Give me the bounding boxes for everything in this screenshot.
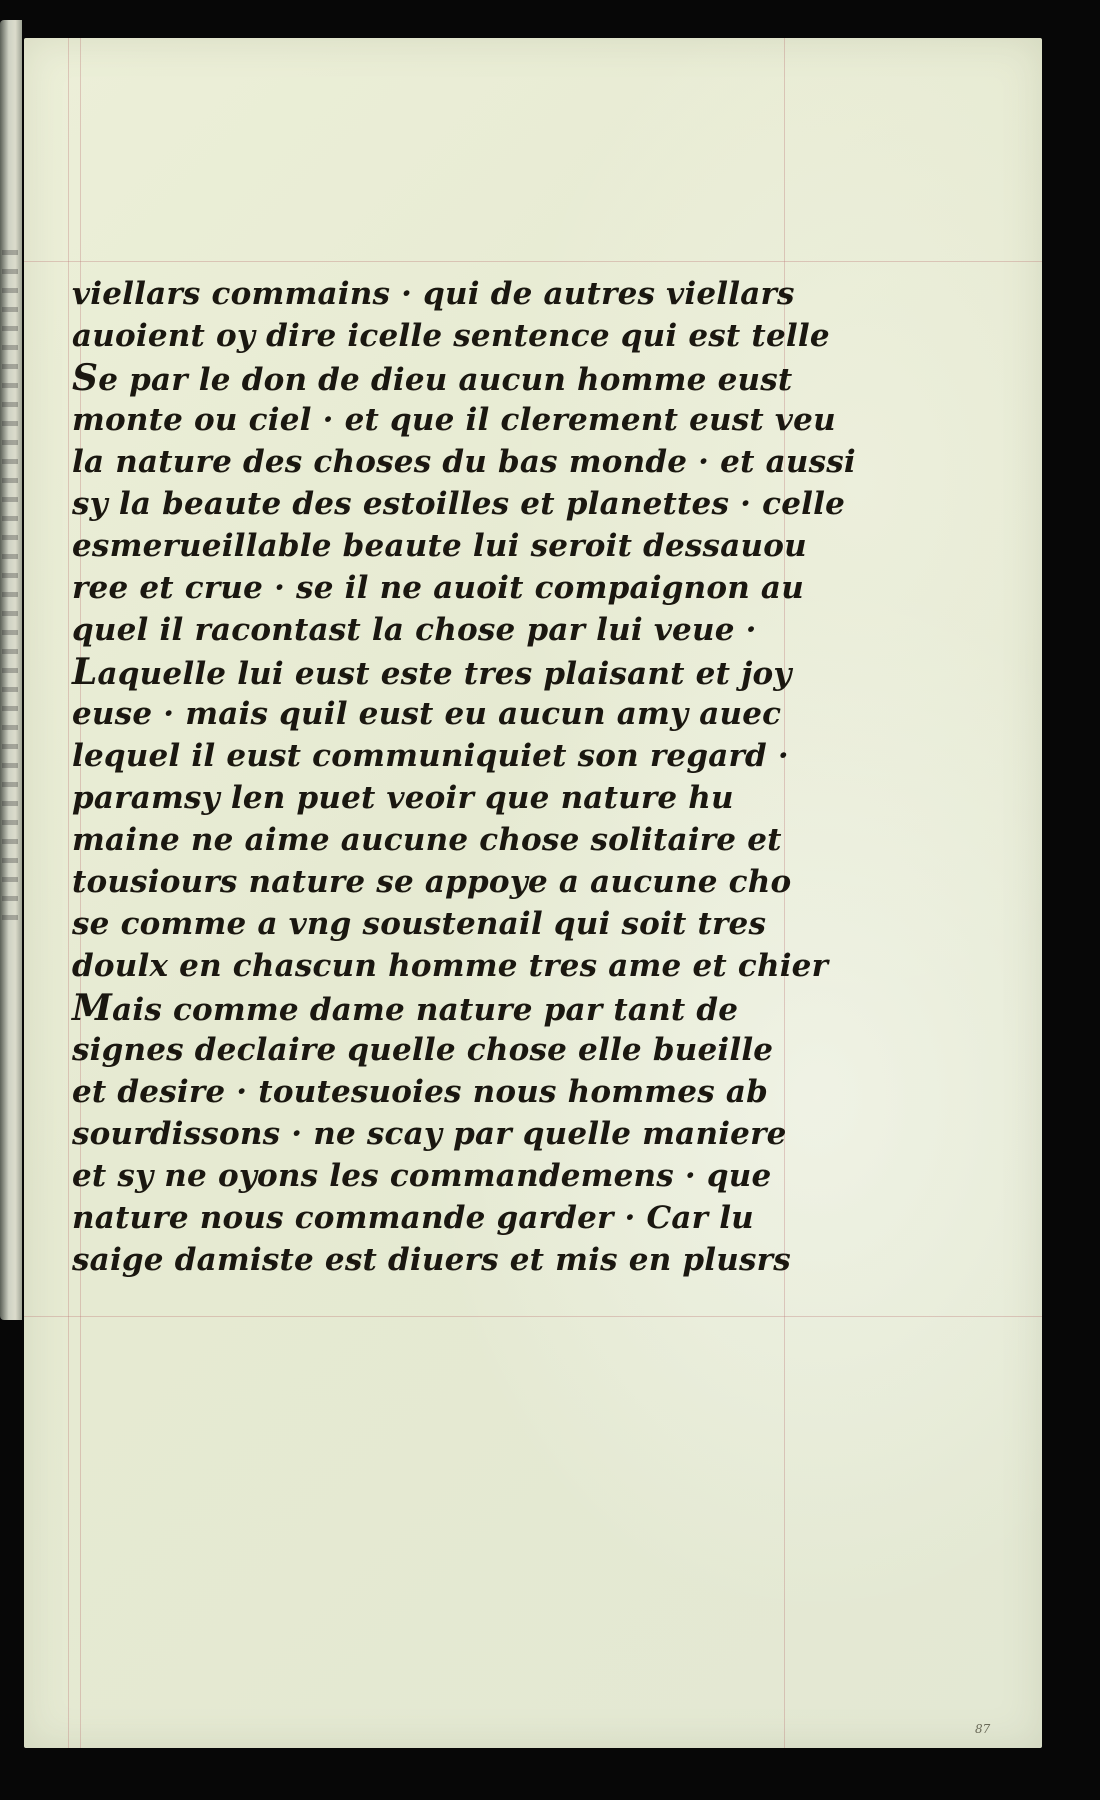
ruling-bottom bbox=[24, 1316, 1042, 1317]
ruling-left-outer bbox=[68, 38, 69, 1748]
text-line-24: saige damiste est diuers et mis en plusrs bbox=[72, 1242, 791, 1278]
text-line-11: euse · mais quil eust eu aucun amy auec bbox=[72, 696, 782, 732]
text-line-8: ree et crue · se il ne auoit compaignon au bbox=[72, 570, 804, 606]
ruling-top bbox=[24, 261, 1042, 262]
text-line-9: quel il racontast la chose par lui veue · bbox=[72, 612, 757, 648]
text-line-13: paramsy len puet veoir que nature hu bbox=[72, 780, 734, 816]
text-line-5: la nature des choses du bas monde · et aussi bbox=[72, 444, 856, 480]
manuscript-text-block bbox=[72, 273, 856, 1281]
text-line-19: signes declaire quelle chose elle bueille bbox=[72, 1032, 774, 1068]
text-line-2: auoient oy dire icelle sentence qui est telle bbox=[72, 318, 830, 354]
facing-page-text-edge bbox=[2, 250, 18, 930]
text-line-23: nature nous commande garder · Car lu bbox=[72, 1200, 754, 1236]
text-line-21: sourdissons · ne scay par quelle maniere bbox=[72, 1116, 787, 1152]
text-line-3: Se par le don de dieu aucun homme eust bbox=[72, 357, 793, 399]
text-line-18: Mais comme dame nature par tant de bbox=[72, 987, 739, 1029]
text-line-7: esmerueillable beaute lui seroit dessauou bbox=[72, 528, 807, 564]
text-line-22: et sy ne oyons les commandemens · que bbox=[72, 1158, 772, 1194]
facing-page-edge bbox=[0, 20, 22, 1320]
text-line-16: se comme a vng soustenail qui soit tres bbox=[72, 906, 767, 942]
text-line-12: lequel il eust communiquiet son regard · bbox=[72, 738, 789, 774]
text-line-17: doulx en chascun homme tres ame et chier bbox=[72, 948, 829, 984]
text-line-6: sy la beaute des estoilles et planettes · celle bbox=[72, 486, 845, 522]
text-line-20: et desire · toutesuoies nous hommes ab bbox=[72, 1074, 769, 1110]
text-line-14: maine ne aime aucune chose solitaire et bbox=[72, 822, 782, 858]
manuscript-page bbox=[24, 38, 1042, 1748]
folio-number: 87 bbox=[975, 1722, 991, 1736]
text-line-1: viellars commains · qui de autres viellars bbox=[72, 276, 795, 312]
text-line-15: tousiours nature se appoye a aucune cho bbox=[72, 864, 792, 900]
text-line-10: Laquelle lui eust este tres plaisant et joy bbox=[72, 651, 792, 693]
text-line-4: monte ou ciel · et que il clerement eust veu bbox=[72, 402, 836, 438]
